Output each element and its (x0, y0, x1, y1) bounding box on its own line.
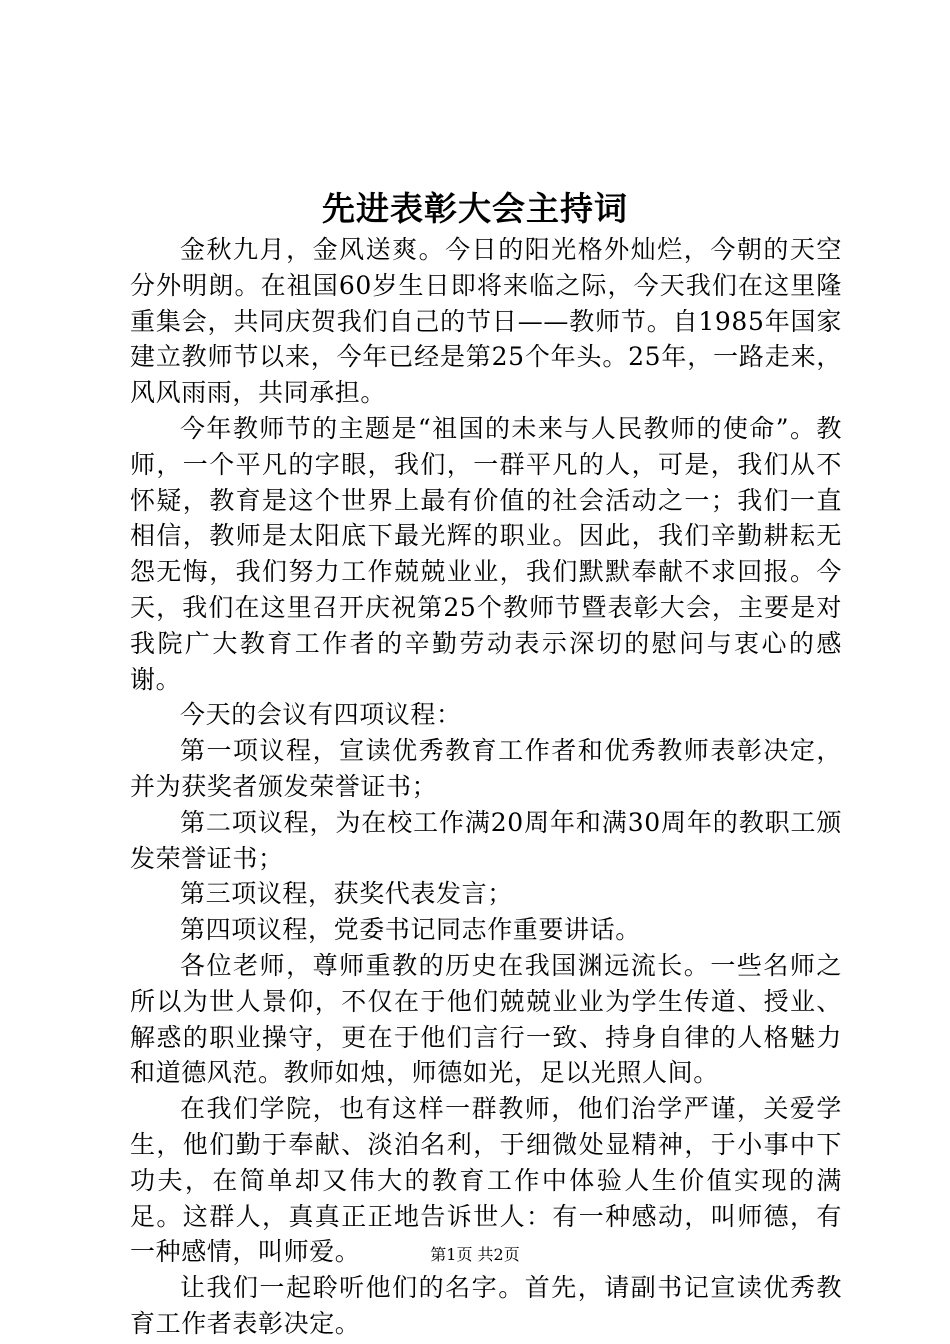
page-footer: 第1页 共2页 (430, 1245, 520, 1264)
paragraph-agenda-intro: 今天的会议有四项议程： (180, 700, 462, 730)
document-body (130, 232, 842, 1342)
paragraph-opening: 金秋九月，金风送爽。今日的阳光格外灿烂，今朝的天空分外明朗。在祖国60岁生日即将来临之际，今天我们在这里隆重集会，共同庆贺我们自己的节日——教师节。自1985年国家建立教师节以来，今年已经是第25个年头。25年，一路走来，风风雨雨，共同承担。 (130, 235, 842, 408)
paragraph-college-teachers: 在我们学院，也有这样一群教师，他们治学严谨，关爱学生，他们勤于奉献、淡泊名利，于细微处显精神，于小事中下功夫，在简单却又伟大的教育工作中体验人生价值实现的满足。这群人，真真正正地告诉世人：有一种感动，叫师德，有一种感情，叫师爱。 (130, 1094, 842, 1267)
paragraph-agenda-item-4: 第四项议程，党委书记同志作重要讲话。 (180, 915, 641, 945)
paragraph-closing: 让我们一起聆听他们的名字。首先，请副书记宣读优秀教育工作者表彰决定。 (130, 1273, 842, 1338)
paragraph-agenda-item-3: 第三项议程，获奖代表发言； (180, 879, 513, 909)
paragraph-agenda-item-2: 第二项议程，为在校工作满20周年和满30周年的教职工颁发荣誉证书； (130, 807, 842, 873)
paragraph-theme: 今年教师节的主题是“祖国的未来与人民教师的使命”。教师，一个平凡的字眼，我们，一群平凡的人，可是，我们从不怀疑，教育是这个世界上最有价值的社会活动之一；我们一直相信，教师是太阳底下最光辉的职业。因此，我们辛勤耕耘无怨无悔，我们努力工作兢兢业业，我们默默奉献不求回报。今天，我们在这里召开庆祝第25个教师节暨表彰大会，主要是对我院广大教育工作者的辛勤劳动表示深切的慰问与衷心的感谢。 (130, 413, 842, 694)
document-title: 先进表彰大会主持词 (322, 189, 628, 228)
paragraph-agenda-item-1: 第一项议程，宣读优秀教育工作者和优秀教师表彰决定，并为获奖者颁发荣誉证书； (130, 736, 842, 801)
paragraph-teachers-history: 各位老师，尊师重教的历史在我国渊远流长。一些名师之所以为世人景仰，不仅在于他们兢兢业业为学生传道、授业、解惑的职业操守，更在于他们言行一致、持身自律的人格魅力和道德风范。教师如烛，师德如光，足以光照人间。 (130, 950, 842, 1088)
